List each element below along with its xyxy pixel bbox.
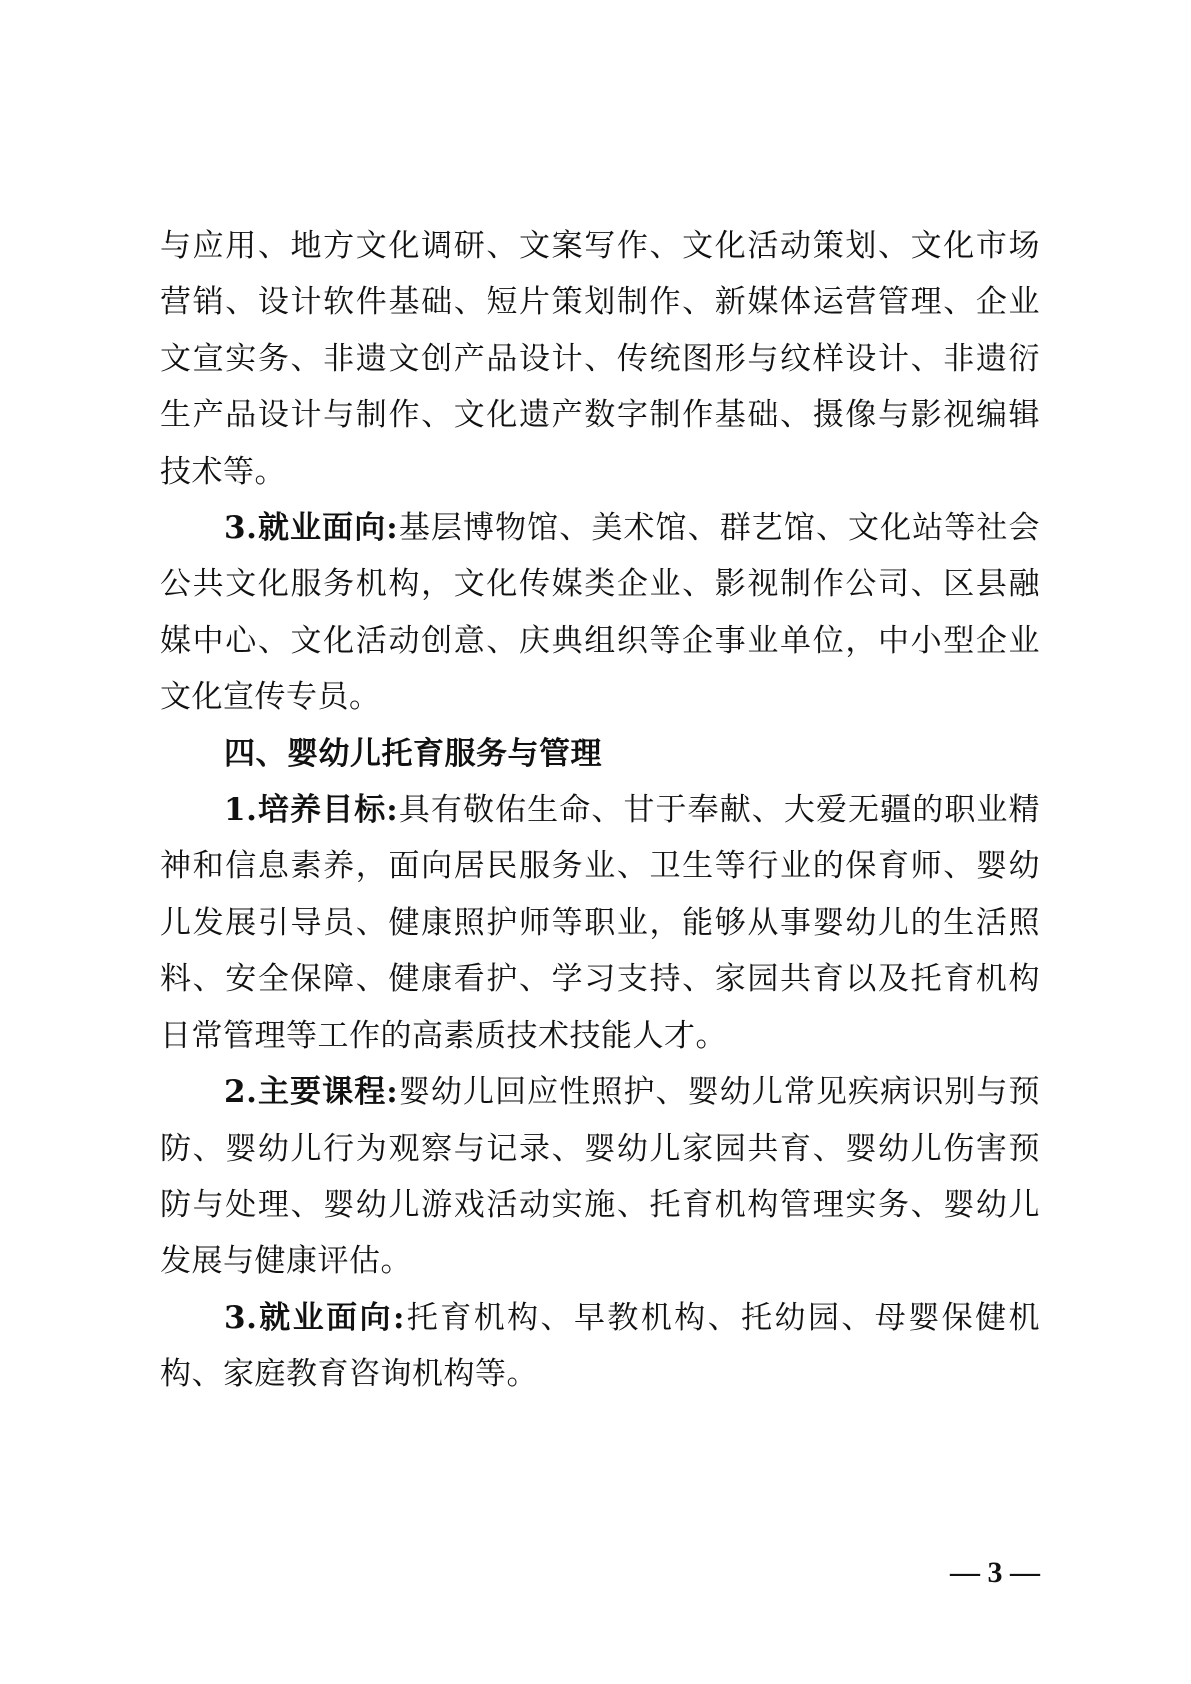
- paragraph-employment-direction: [160, 500, 1040, 726]
- paragraph-main-courses: [160, 1064, 1040, 1290]
- paragraph-text: 婴幼儿回应性照护、婴幼儿常见疾病识别与预防、婴幼儿行为观察与记录、婴幼儿家园共育、婴幼儿伤害预防与处理、婴幼儿游戏活动实施、托育机构管理实务、婴幼儿发展与健康评估。: [160, 1074, 1040, 1280]
- paragraph-courses-continued: [160, 218, 1040, 500]
- section-heading-text: 四、婴幼儿托育服务与管理: [224, 735, 602, 772]
- page-number: — 3 —: [950, 1556, 1040, 1589]
- paragraph-label: 3.就业面向:: [224, 1299, 405, 1336]
- paragraph-text: 与应用、地方文化调研、文案写作、文化活动策划、文化市场营销、设计软件基础、短片策划制作、新媒体运营管理、企业文宣实务、非遗文创产品设计、传统图形与纹样设计、非遗衍生产品设计与制作、文化遗产数字制作基础、摄像与影视编辑技术等。: [160, 228, 1040, 490]
- paragraph-text: 具有敬佑生命、甘于奉献、大爱无疆的职业精神和信息素养，面向居民服务业、卫生等行业的保育师、婴幼儿发展引导员、健康照护师等职业，能够从事婴幼儿的生活照料、安全保障、健康看护、学习支持、家园共育以及托育机构日常管理等工作的高素质技术技能人才。: [160, 792, 1040, 1054]
- paragraph-label: 3.就业面向:: [224, 510, 399, 547]
- paragraph-training-goal: [160, 782, 1040, 1064]
- paragraph-label: 1.培养目标:: [224, 792, 399, 829]
- paragraph-text: 基层博物馆、美术馆、群艺馆、文化站等社会公共文化服务机构，文化传媒类企业、影视制作公司、区县融媒中心、文化活动创意、庆典组织等企事业单位，中小型企业文化宣传专员。: [160, 510, 1040, 716]
- paragraph-label: 2.主要课程:: [224, 1074, 399, 1111]
- paragraph-text: 托育机构、早教机构、托幼园、母婴保健机构、家庭教育咨询机构等。: [160, 1299, 1041, 1393]
- paragraph-employment-direction-2: [160, 1290, 1040, 1403]
- section-heading: [160, 726, 1040, 782]
- document-body: [160, 218, 1040, 1403]
